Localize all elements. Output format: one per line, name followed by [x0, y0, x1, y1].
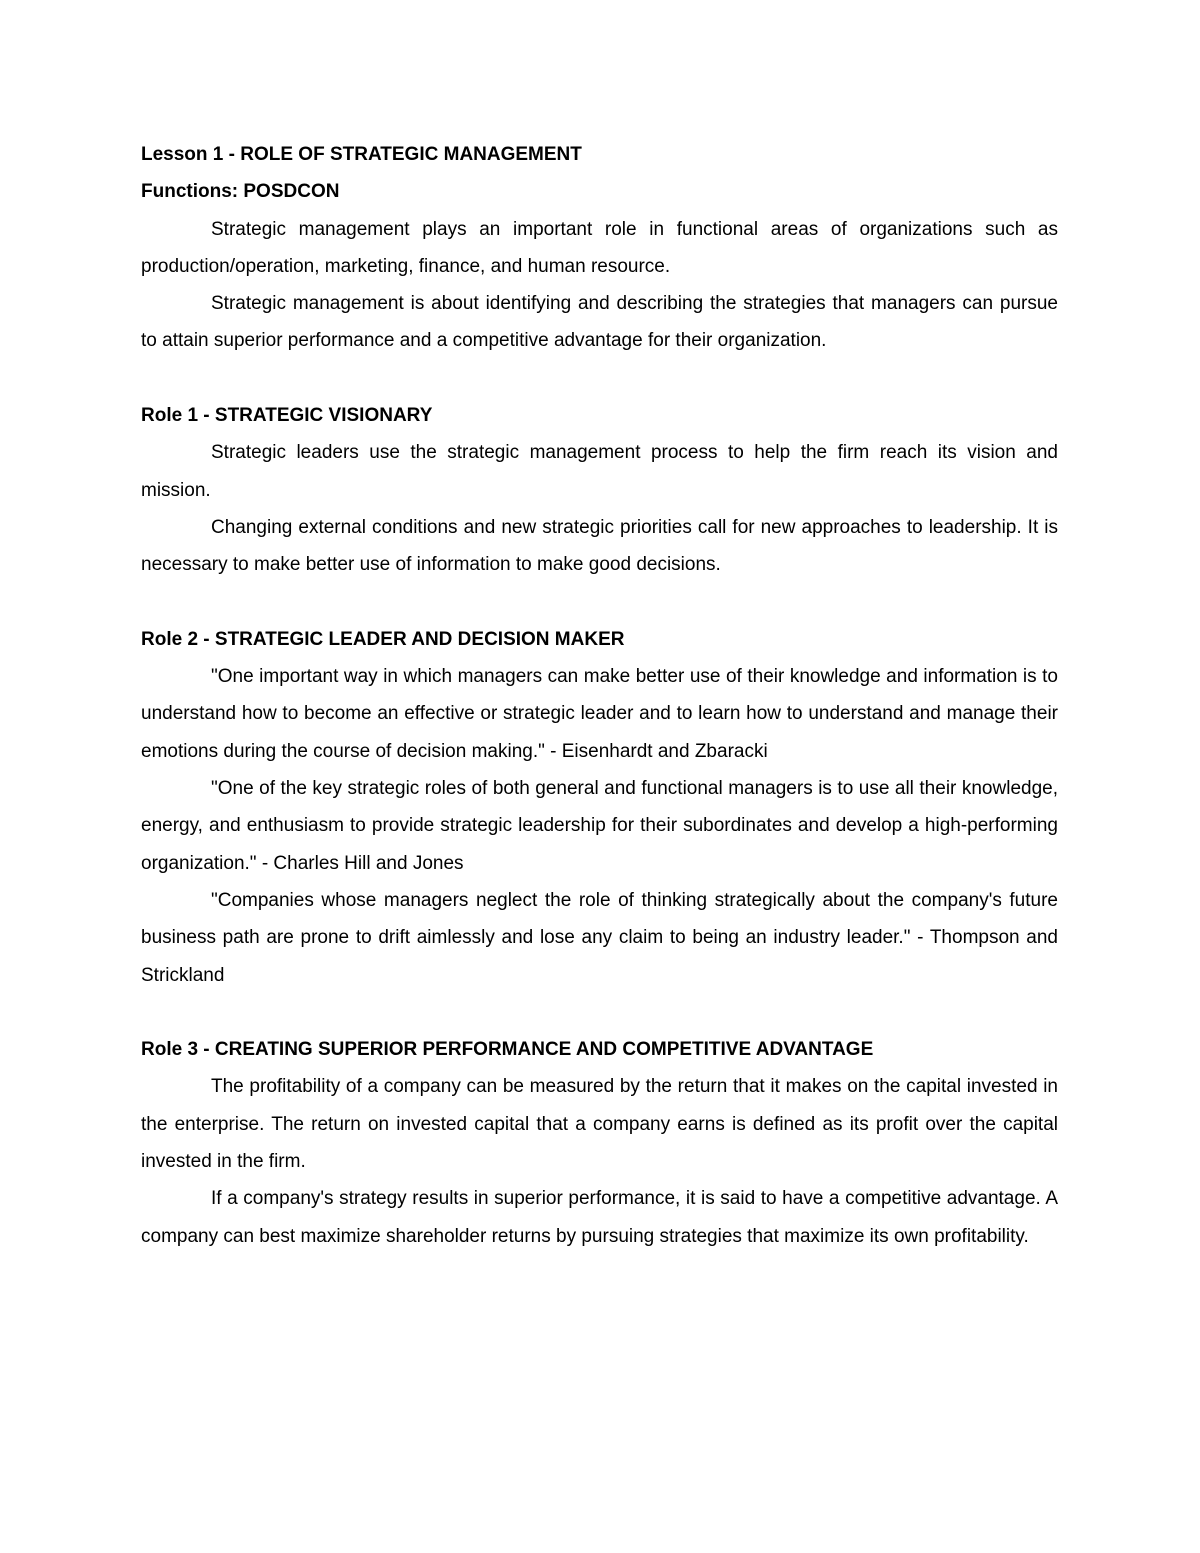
role3-paragraph: The profitability of a company can be measured by the return that it makes on the capital invested in the enterprise. The return on invested capital that a company earns is defined as its profit over the capital invested in the firm.	[141, 1076, 1058, 1173]
section-spacer	[141, 360, 1058, 397]
role3-paragraph: If a company's strategy results in superior performance, it is said to have a competitive advantage. A company can best maximize shareholder returns by pursuing strategies that maximize its own profitability.	[141, 1188, 1058, 1247]
role1-paragraph: Changing external conditions and new strategic priorities call for new approaches to leadership. It is necessary to make better use of information to make good decisions.	[141, 516, 1058, 576]
lesson-paragraph: Strategic management plays an important role in functional areas of organizations such as production/operation, marketing, finance, and human resource.	[141, 218, 1058, 277]
lesson-title: Lesson 1 - ROLE OF STRATEGIC MANAGEMENT	[141, 144, 582, 165]
section-spacer	[141, 994, 1058, 1031]
role2-paragraph: "Companies whose managers neglect the role of thinking strategically about the company's future business path are prone to drift aimlessly and lose any claim to being an industry leader." - Thompson and Strickland	[141, 889, 1058, 986]
role2-paragraph: "One important way in which managers can make better use of their knowledge and information is to understand how to become an effective or strategic leader and to learn how to understand and manage their emotions during the course of decision making." - Eisenhardt and Zbaracki	[141, 666, 1058, 762]
document-page	[141, 136, 1058, 1255]
lesson-paragraph: Strategic management is about identifying and describing the strategies that managers can pursue to attain superior performance and a competitive advantage for their organization.	[141, 293, 1058, 352]
role1-heading: Role 1 - STRATEGIC VISIONARY	[141, 405, 433, 427]
role2-heading: Role 2 - STRATEGIC LEADER AND DECISION MAKER	[141, 628, 625, 650]
role3-heading: Role 3 - CREATING SUPERIOR PERFORMANCE AND COMPETITIVE ADVANTAGE	[141, 1039, 874, 1061]
section-spacer	[141, 584, 1058, 621]
lesson-subtitle: Functions: POSDCON	[141, 181, 340, 203]
role2-paragraph: "One of the key strategic roles of both general and functional managers is to use all their knowledge, energy, and enthusiasm to provide strategic leadership for their subordinates and develop a high-performing organization." - Charles Hill and Jones	[141, 778, 1058, 874]
role1-paragraph: Strategic leaders use the strategic management process to help the firm reach its vision and mission.	[141, 442, 1058, 501]
